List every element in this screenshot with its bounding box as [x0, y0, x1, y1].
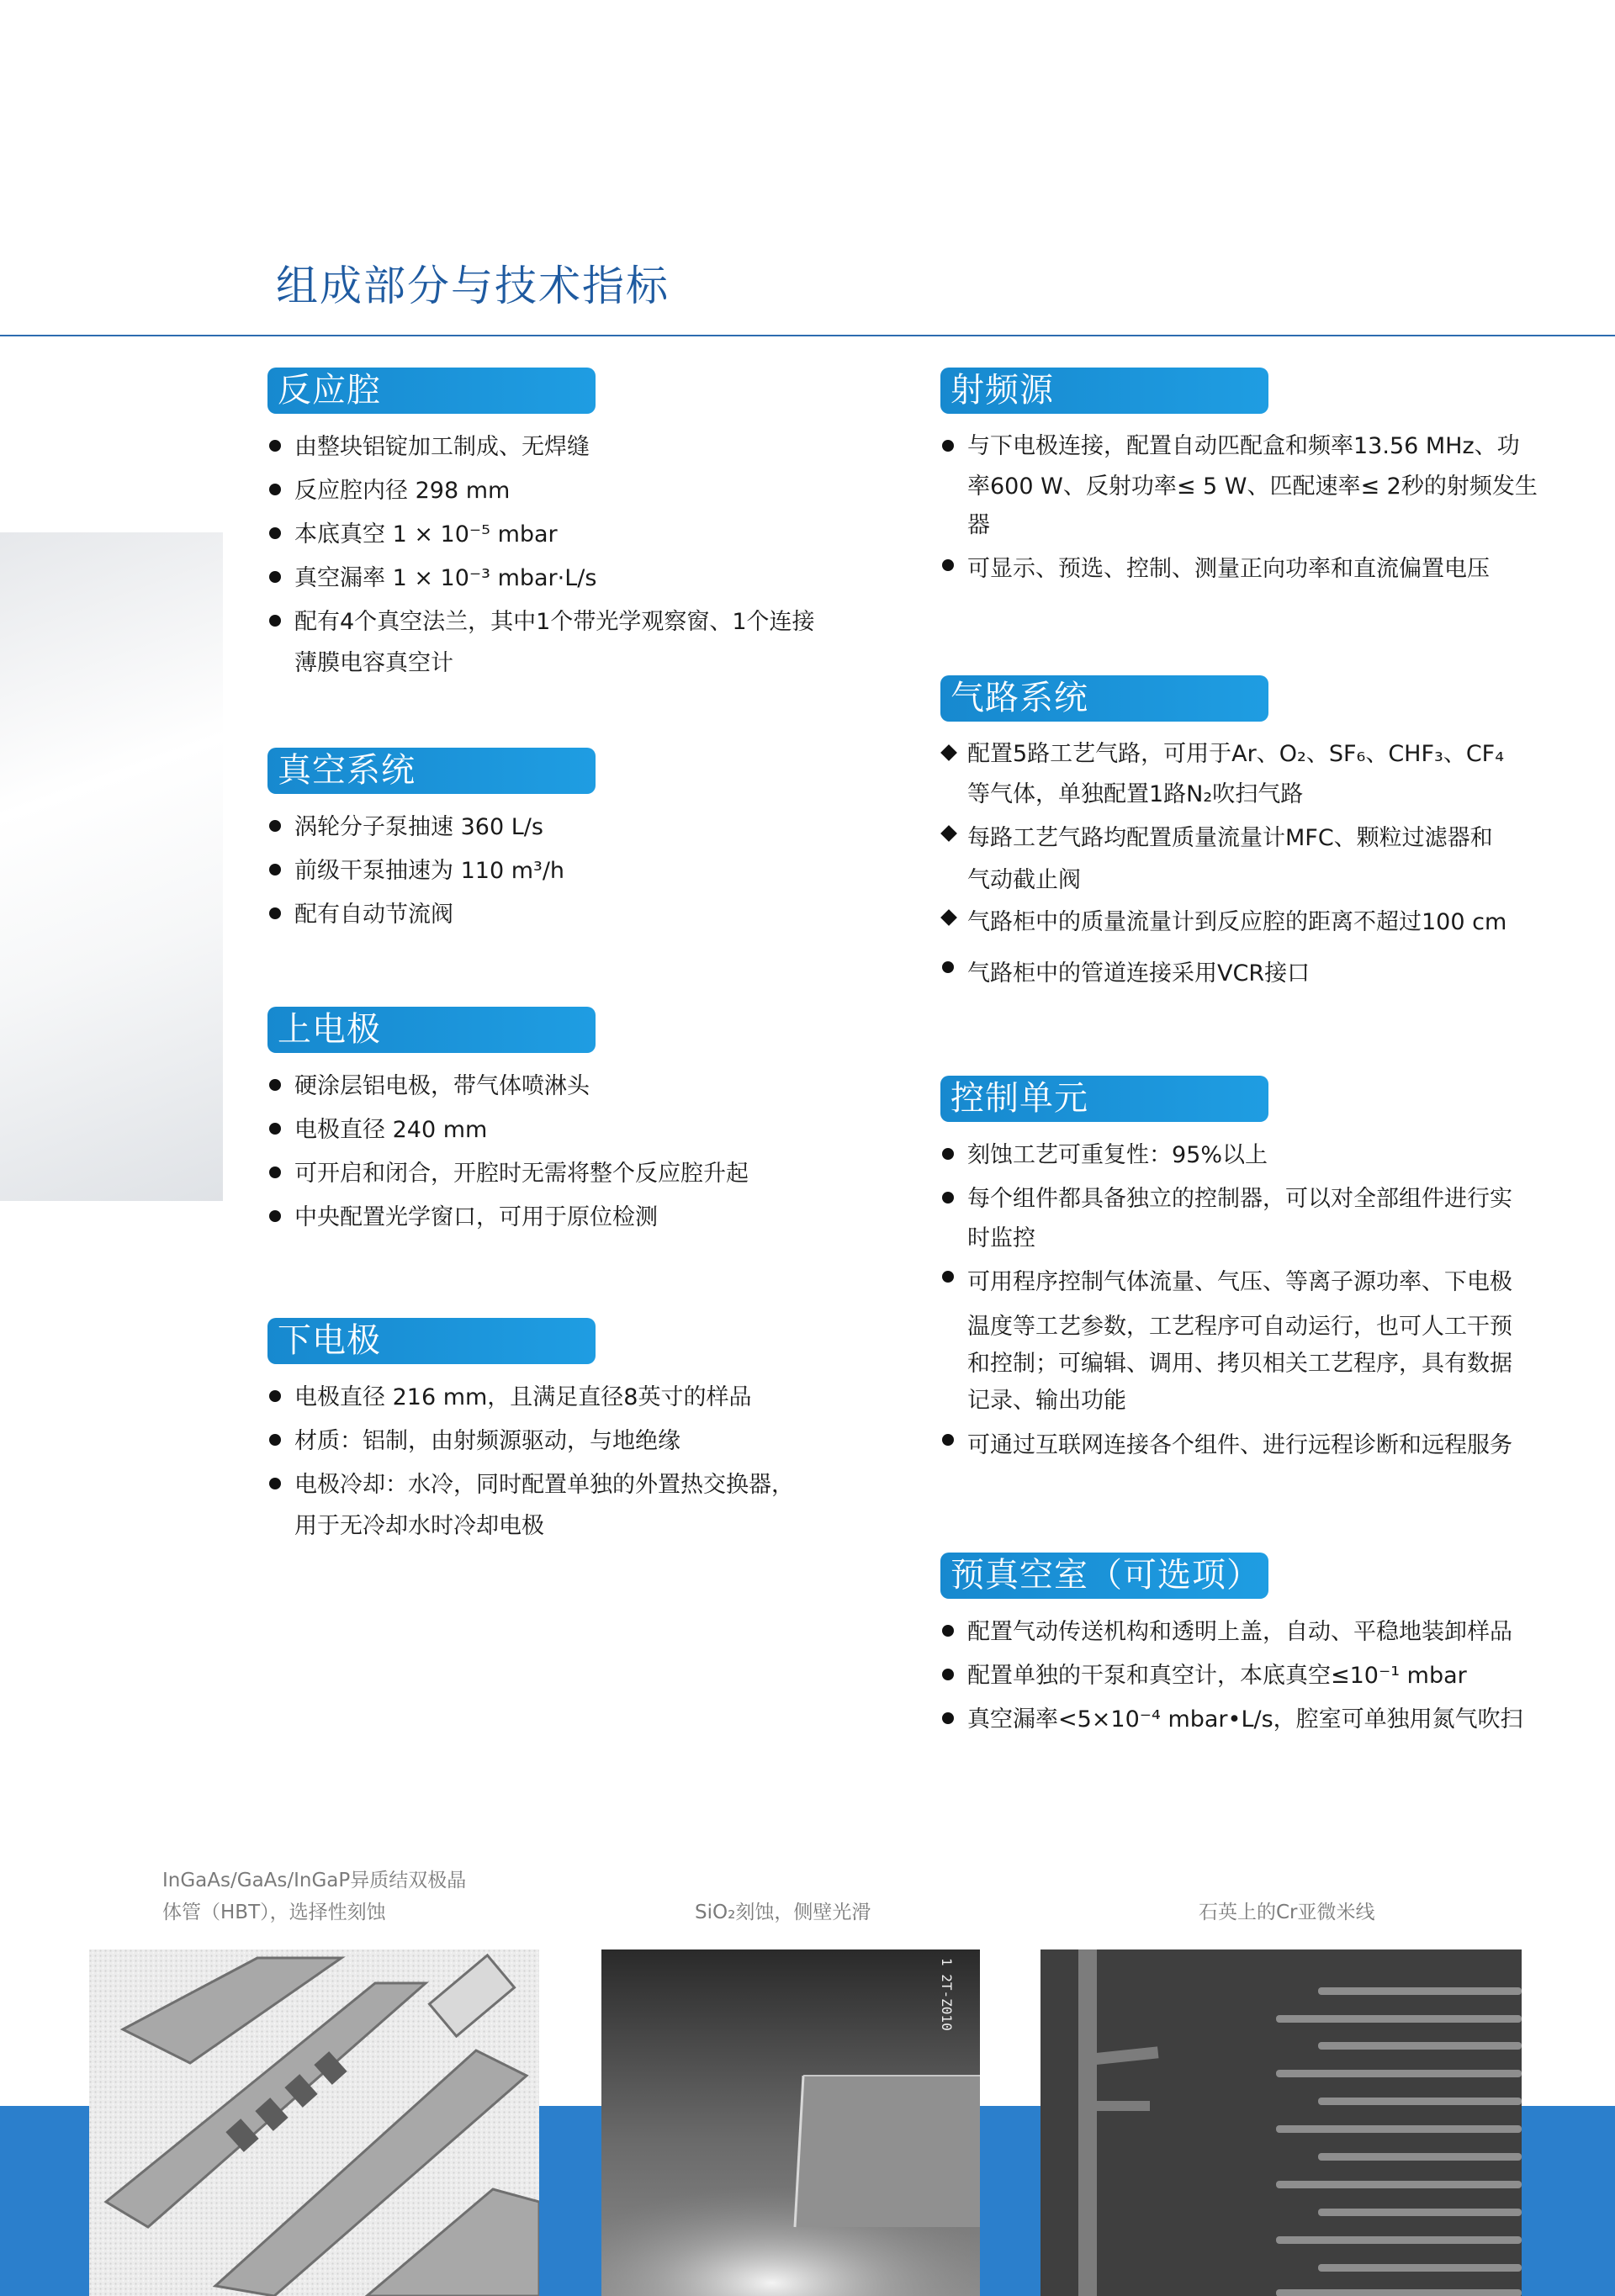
cr-line: [1276, 2236, 1522, 2244]
section-header: 下电极: [267, 1318, 596, 1364]
cr-line: [1318, 2042, 1522, 2050]
list-item: 材质：铝制，由射频源驱动，与地绝缘: [267, 1420, 794, 1463]
list-item-continuation: 气动截止阀: [967, 867, 1081, 893]
section-control-unit: [940, 1076, 1512, 1472]
section-header: 射频源: [940, 368, 1268, 414]
list-item-continuation: 薄膜电容真空计: [294, 650, 453, 676]
list-item: 配置5路工艺气路，可用于Ar、O₂、SF₆、CHF₃、CF₄: [940, 733, 1506, 775]
caption-line: 体管（HBT），选择性刻蚀: [162, 1902, 386, 1923]
section-rf-source: [940, 368, 1538, 594]
cr-line: [1276, 2181, 1522, 2188]
sio2-sem-image: [601, 1949, 980, 2296]
list-item: 气路柜中的管道连接采用VCR接口: [940, 947, 1506, 1001]
section-header: 气路系统: [940, 675, 1268, 722]
caption-sio2: SiO₂刻蚀，侧壁光滑: [695, 1902, 871, 1923]
list-item: 配有自动节流阀: [267, 893, 596, 937]
section-header: 真空系统: [267, 748, 596, 794]
section-gas-system: [940, 675, 1506, 1001]
list-item: 中央配置光学窗口，可用于原位检测: [267, 1196, 749, 1240]
cr-line: [1318, 2098, 1522, 2105]
section-preload-chamber: [940, 1553, 1523, 1742]
spec-list: [940, 1134, 1512, 1472]
list-item-continuation: 等气体，单独配置1路N₂吹扫气路: [967, 781, 1304, 807]
section-vacuum-system: [267, 748, 596, 937]
title-rule: [0, 335, 1615, 336]
list-item-continuation: 器: [967, 512, 990, 538]
spec-list: [940, 733, 1506, 1001]
list-item-continuation: 率600 W、反射功率≤ 5 W、匹配速率≤ 2秒的射频发生: [967, 473, 1538, 500]
list-item: 可用程序控制气体流量、气压、等离子源功率、下电极: [940, 1256, 1512, 1309]
list-item: 可显示、预选、控制、测量正向功率和直流偏置电压: [940, 545, 1538, 594]
page-title: 组成部分与技术指标: [276, 262, 670, 310]
list-item: 涡轮分子泵抽速 360 L/s: [267, 806, 596, 849]
list-item: 由整块铝锭加工制成、无焊缝: [267, 426, 815, 469]
spec-list: [940, 1611, 1523, 1742]
list-item: 反应腔内径 298 mm: [267, 469, 815, 513]
list-item-continuation: 用于无冷却水时冷却电极: [294, 1513, 544, 1539]
list-item-continuation: 和控制；可编辑、调用、拷贝相关工艺程序，具有数据: [967, 1351, 1512, 1377]
list-item: 配有4个真空法兰，其中1个带光学观察窗、1个连接: [267, 600, 815, 644]
cr-nanowire-sem-image: [1040, 1949, 1522, 2296]
list-item: 每路工艺气路均配置质量流量计MFC、颗粒过滤器和: [940, 814, 1506, 863]
list-item: 刻蚀工艺可重复性：95%以上: [940, 1134, 1512, 1177]
cr-line: [1318, 2209, 1522, 2216]
list-item: 气路柜中的质量流量计到反应腔的距离不超过100 cm: [940, 898, 1506, 947]
sem-label: 1 2T-Z010: [939, 1958, 955, 2031]
list-item: 配置单独的干泵和真空计，本底真空≤10⁻¹ mbar: [940, 1654, 1523, 1698]
list-item: 可通过互联网连接各个组件、进行远程诊断和远程服务: [940, 1420, 1512, 1472]
spec-list: [267, 806, 596, 937]
list-item-continuation: 温度等工艺参数，工艺程序可自动运行，也可人工干预: [967, 1314, 1512, 1340]
cr-line: [1276, 2015, 1522, 2023]
list-item-continuation: 记录、输出功能: [967, 1388, 1126, 1414]
cr-line: [1318, 2264, 1522, 2272]
cr-line: [1318, 1987, 1522, 1995]
list-item: 与下电极连接，配置自动匹配盒和频率13.56 MHz、功: [940, 426, 1538, 468]
section-upper-electrode: [267, 1007, 749, 1240]
caption-line: InGaAs/GaAs/InGaP异质结双极晶: [162, 1870, 467, 1891]
caption-cr: 石英上的Cr亚微米线: [1199, 1902, 1375, 1923]
list-item: 每个组件都具备独立的控制器，可以对全部组件进行实: [940, 1177, 1512, 1221]
cr-line: [1276, 2125, 1522, 2133]
list-item: 电极直径 216 mm，且满足直径8英寸的样品: [267, 1376, 794, 1420]
cr-line: [1276, 2289, 1522, 2296]
hbt-sem-image: [89, 1949, 539, 2296]
list-item: 本底真空 1 × 10⁻⁵ mbar: [267, 513, 815, 557]
side-gradient-decoration: [0, 532, 223, 1201]
list-item-continuation: 时监控: [967, 1225, 1035, 1251]
cr-line: [1276, 2070, 1522, 2077]
section-header: 上电极: [267, 1007, 596, 1053]
section-reaction-chamber: [267, 368, 815, 683]
list-item: 真空漏率<5×10⁻⁴ mbar•L/s，腔室可单独用氮气吹扫: [940, 1698, 1523, 1742]
list-item: 可开启和闭合，开腔时无需将整个反应腔升起: [267, 1152, 749, 1196]
caption-hbt: [162, 1865, 466, 1928]
list-item: 真空漏率 1 × 10⁻³ mbar·L/s: [267, 557, 815, 600]
section-header: 反应腔: [267, 368, 596, 414]
list-item: 硬涂层铝电极，带气体喷淋头: [267, 1065, 749, 1108]
section-header: 预真空室（可选项）: [940, 1553, 1268, 1599]
list-item: 配置气动传送机构和透明上盖，自动、平稳地装卸样品: [940, 1611, 1523, 1654]
section-header: 控制单元: [940, 1076, 1268, 1122]
section-lower-electrode: [267, 1318, 794, 1546]
list-item: 电极直径 240 mm: [267, 1108, 749, 1152]
spec-list: [267, 426, 815, 683]
spec-list: [267, 1376, 794, 1546]
spec-list: [940, 426, 1538, 594]
list-item: 电极冷却：水冷，同时配置单独的外置热交换器，: [267, 1463, 794, 1507]
spec-list: [267, 1065, 749, 1240]
list-item: 前级干泵抽速为 110 m³/h: [267, 849, 596, 893]
cr-line: [1318, 2153, 1522, 2161]
